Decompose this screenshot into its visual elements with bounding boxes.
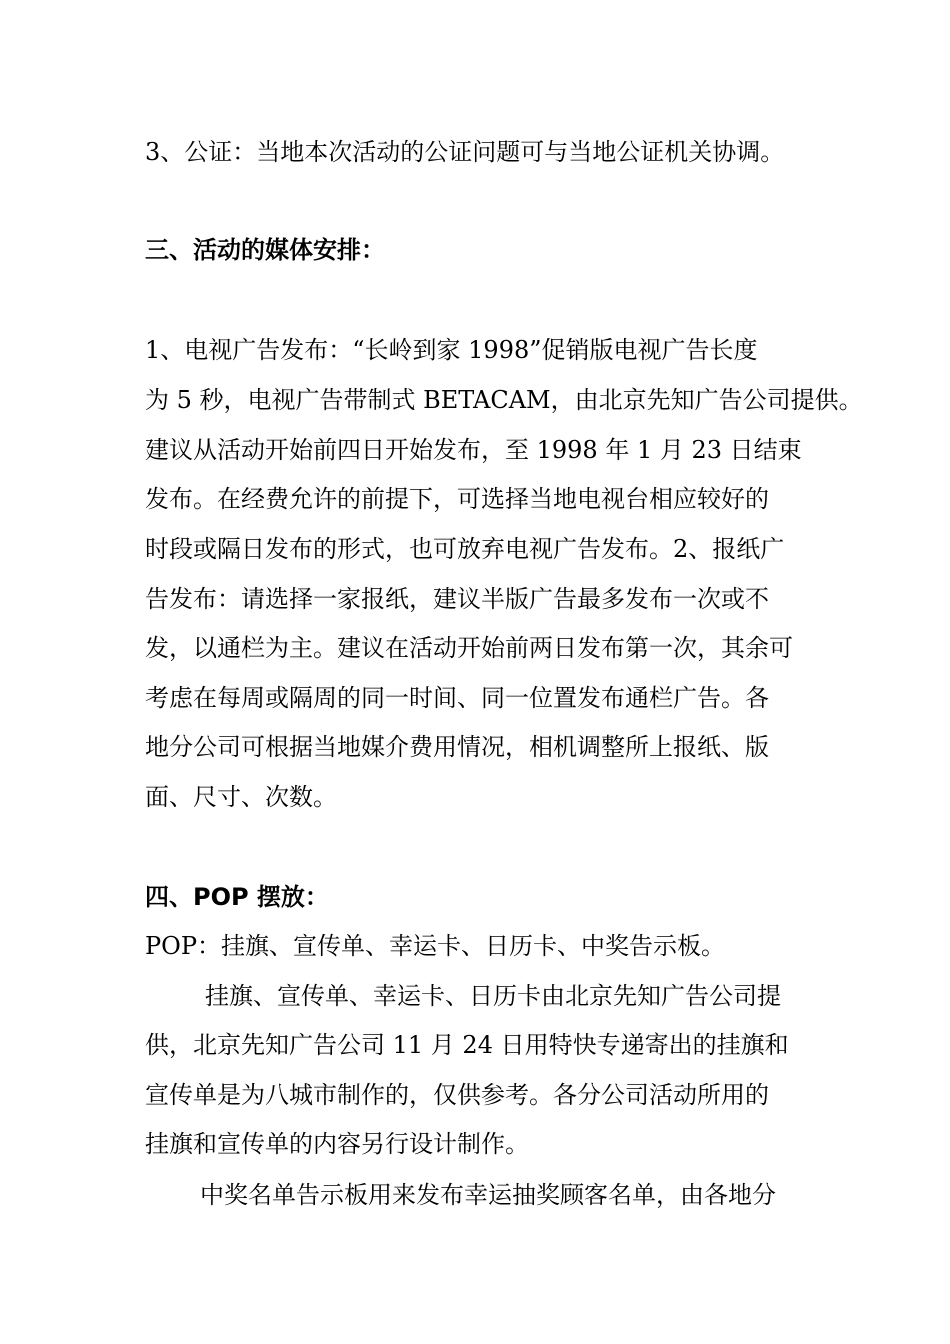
paragraph-line: 地分公司可根据当地媒介费用情况，相机调整所上报纸、版 <box>145 733 769 761</box>
winners-paragraph: 中奖名单告示板用来发布幸运抽奖顾客名单，由各地分 <box>200 1181 776 1209</box>
paragraph-line: 为 5 秒，电视广告带制式 BETACAM，由北京先知广告公司提供。 <box>145 386 863 414</box>
pop-list-line: POP：挂旗、宣传单、幸运卡、日历卡、中奖告示板。 <box>145 932 725 960</box>
paragraph-line: 考虑在每周或隔周的同一时间、同一位置发布通栏广告。各 <box>145 684 769 712</box>
section-3-heading: 三、活动的媒体安排： <box>145 236 385 264</box>
paragraph-line: 时段或隔日发布的形式，也可放弃电视广告发布。2、报纸广 <box>145 535 785 563</box>
paragraph-line: 发布。在经费允许的前提下，可选择当地电视台相应较好的 <box>145 485 769 513</box>
paragraph-line: 告发布：请选择一家报纸，建议半版广告最多发布一次或不 <box>145 585 769 613</box>
notary-paragraph: 3、公证：当地本次活动的公证问题可与当地公证机关协调。 <box>145 138 785 166</box>
paragraph-line: 挂旗、宣传单、幸运卡、日历卡由北京先知广告公司提 <box>205 982 781 1010</box>
paragraph-line: 面、尺寸、次数。 <box>145 783 337 811</box>
paragraph-line: 1、电视广告发布：“长岭到家 1998”促销版电视广告长度 <box>145 336 758 364</box>
section-4-heading: 四、POP 摆放： <box>145 883 329 911</box>
paragraph-line: 供，北京先知广告公司 11 月 24 日用特快专递寄出的挂旗和 <box>145 1031 789 1059</box>
paragraph-line: 挂旗和宣传单的内容另行设计制作。 <box>145 1130 529 1158</box>
paragraph-line: 发，以通栏为主。建议在活动开始前两日发布第一次，其余可 <box>145 634 793 662</box>
paragraph-line: 宣传单是为八城市制作的，仅供参考。各分公司活动所用的 <box>145 1081 769 1109</box>
paragraph-line: 建议从活动开始前四日开始发布，至 1998 年 1 月 23 日结束 <box>145 436 802 464</box>
